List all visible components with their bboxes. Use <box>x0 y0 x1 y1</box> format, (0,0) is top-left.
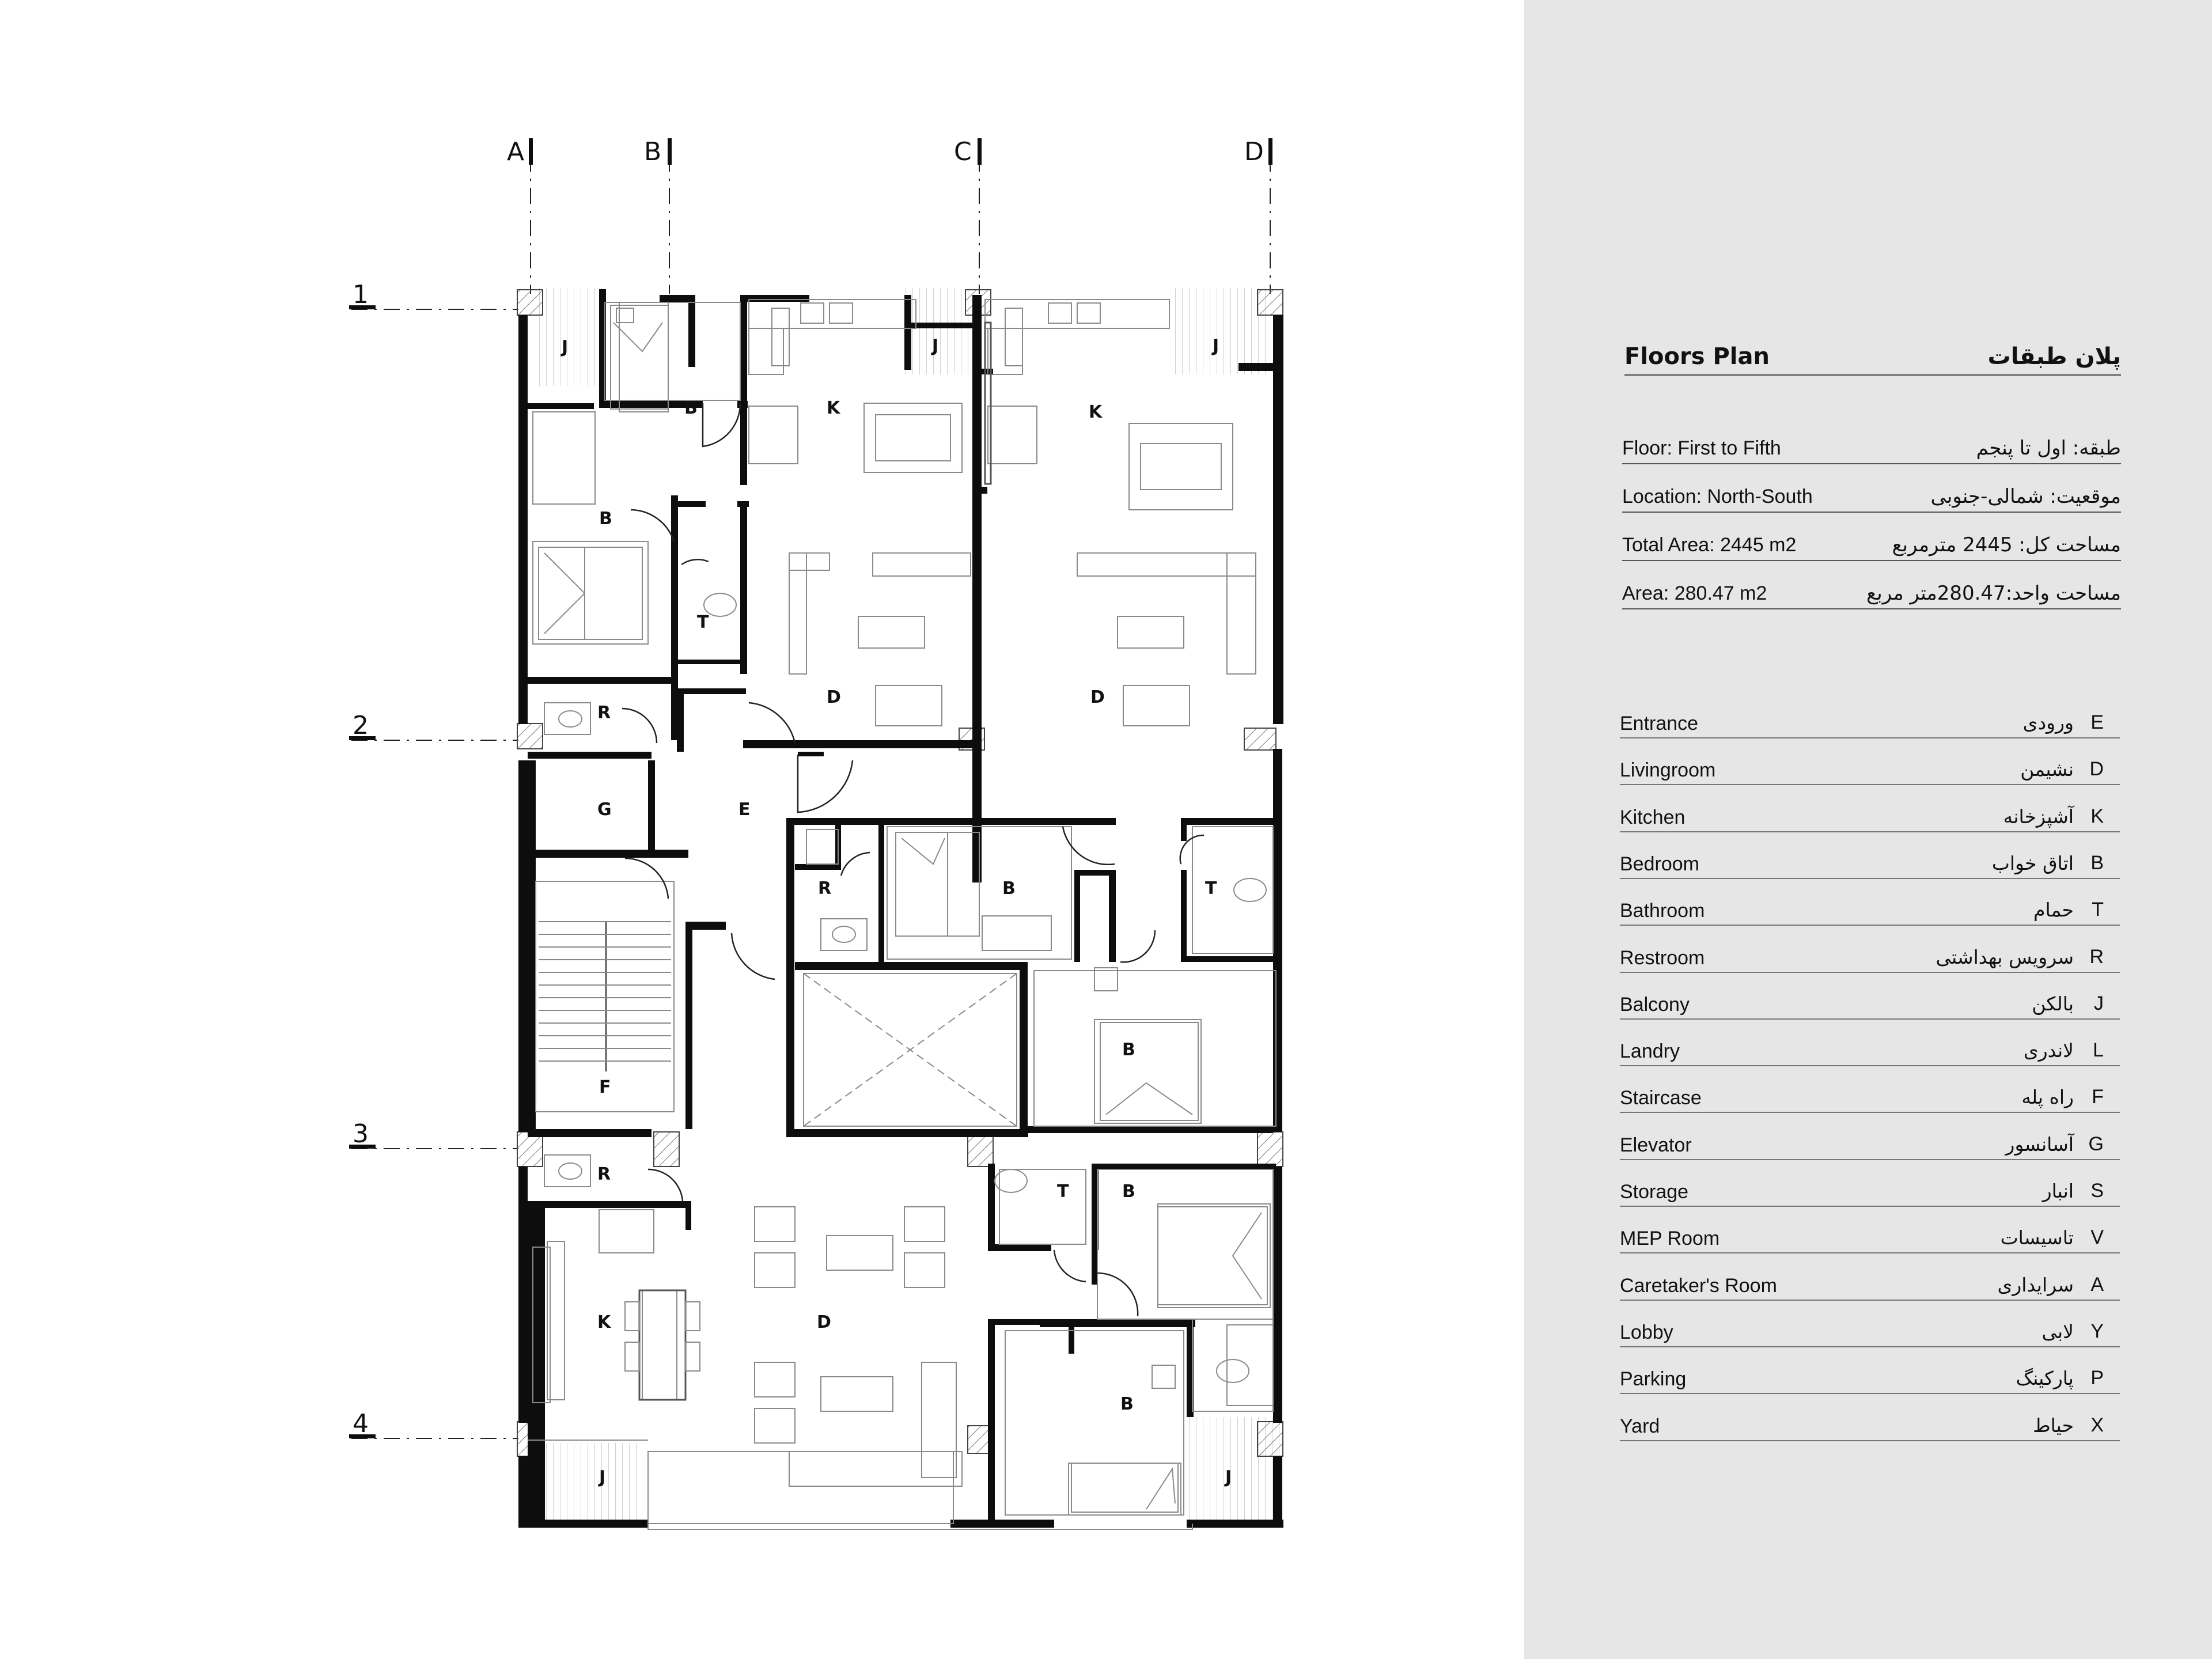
room-label-b: B <box>599 509 612 529</box>
legend-row <box>1620 889 2120 926</box>
info-label-en: Location: North-South <box>1622 486 1813 507</box>
room-label-k: K <box>1089 402 1103 422</box>
info-label-en: Floor: First to Fifth <box>1622 437 1781 459</box>
legend-room-fa: حیاط <box>2033 1414 2074 1437</box>
legend-room-code: R <box>2089 945 2104 968</box>
legend-room-fa: سرایداری <box>1997 1273 2074 1296</box>
legend-room-code: S <box>2090 1180 2104 1202</box>
legend-room-en: Balcony <box>1620 993 1690 1016</box>
legend-room-en: Entrance <box>1620 713 1699 734</box>
info-label-fa: مساحت کل: 2445 مترمربع <box>1892 533 2121 556</box>
legend-room-en: Bathroom <box>1620 900 1705 922</box>
info-row <box>1622 574 2121 609</box>
legend-room-en: Bedroom <box>1620 853 1699 875</box>
room-label-g: G <box>597 800 612 820</box>
room-label-j: J <box>562 337 569 357</box>
legend-row <box>1620 1310 2120 1347</box>
legend-room-fa: انبار <box>2042 1180 2074 1202</box>
legend-row <box>1620 1123 2120 1160</box>
legend-room-en: MEP Room <box>1620 1228 1720 1250</box>
legend-row <box>1620 748 2120 785</box>
info-label-en: Total Area: 2445 m2 <box>1622 534 1797 556</box>
legend-row <box>1620 983 2120 1020</box>
info-row <box>1622 429 2121 464</box>
grid-col-c: C <box>954 137 972 166</box>
legend-room-en: Landry <box>1620 1040 1680 1063</box>
room-label-t: T <box>697 612 709 632</box>
legend-room-fa: تاسیسات <box>2000 1226 2074 1249</box>
legend-row <box>1620 1170 2120 1207</box>
panel-title-fa: پلان طبقات <box>1987 343 2121 370</box>
door-swings <box>622 403 1204 1316</box>
grid-row-2: 2 <box>353 711 369 740</box>
legend-row <box>1620 1029 2120 1066</box>
legend-row <box>1620 1357 2120 1394</box>
room-label-b: B <box>684 398 698 418</box>
room-label-r: R <box>597 703 611 723</box>
legend-room-code: G <box>2088 1132 2104 1155</box>
legend-room-fa: سرویس بهداشتی <box>1936 945 2074 968</box>
room-label-r: R <box>818 878 832 899</box>
legend-room-fa: آشپزخانه <box>2003 805 2074 828</box>
panel-title-en: Floors Plan <box>1624 343 1770 370</box>
legend-room-en: Caretaker's Room <box>1620 1274 1777 1297</box>
legend-room-fa: بالکن <box>2032 992 2074 1015</box>
grid-col-d: D <box>1244 137 1264 166</box>
legend-room-en: Staircase <box>1620 1087 1702 1109</box>
room-label-r: R <box>597 1164 611 1184</box>
legend-room-en: Elevator <box>1620 1134 1692 1156</box>
legend-row <box>1620 1264 2120 1301</box>
info-panel <box>1524 0 2212 1659</box>
legend-room-fa: راه پله <box>2021 1086 2074 1109</box>
legend-room-code: V <box>2090 1226 2104 1249</box>
legend-room-en: Storage <box>1620 1181 1689 1203</box>
info-label-fa: طبقه: اول تا پنجم <box>1976 437 2121 460</box>
grid-col-a: A <box>507 137 525 166</box>
room-label-d: D <box>827 687 841 707</box>
grid-row-3: 3 <box>353 1119 369 1149</box>
legend-row <box>1620 842 2120 879</box>
room-label-j: J <box>599 1467 606 1487</box>
room-label-f: F <box>599 1077 611 1097</box>
legend-row <box>1620 1076 2120 1113</box>
grid-axes-vertical <box>507 137 1272 294</box>
room-label-k: K <box>827 398 840 418</box>
legend-room-en: Livingroom <box>1620 759 1716 782</box>
panel-title-row <box>1624 340 2121 376</box>
info-label-en: Area: 280.47 m2 <box>1622 582 1767 604</box>
legend-room-code: X <box>2090 1414 2104 1436</box>
room-label-b: B <box>1120 1394 1134 1414</box>
legend-room-fa: حمام <box>2033 899 2074 922</box>
room-label-d: D <box>817 1312 831 1332</box>
info-row <box>1622 477 2121 513</box>
legend-row <box>1620 936 2120 973</box>
room-label-j: J <box>1213 336 1219 356</box>
legend-room-fa: نشیمن <box>2020 758 2074 781</box>
elevator-shaft <box>804 974 1017 1126</box>
legend-room-fa: ورودی <box>2022 711 2074 734</box>
info-label-fa: موقعیت: شمالی-جنوبی <box>1930 485 2121 508</box>
grid-axes-horizontal <box>349 280 518 1438</box>
legend-row <box>1620 1217 2120 1253</box>
legend-room-fa: آسانسور <box>2005 1132 2074 1156</box>
legend-room-code: L <box>2093 1039 2104 1062</box>
room-label-t: T <box>1205 878 1217 899</box>
balcony-areas <box>533 288 1282 1524</box>
legend-room-fa: لابی <box>2041 1320 2074 1343</box>
room-label-b: B <box>1122 1181 1135 1202</box>
legend-room-en: Lobby <box>1620 1321 1673 1343</box>
room-label-j: J <box>932 336 939 356</box>
legend-room-code: T <box>2092 899 2104 921</box>
info-label-fa: مساحت واحد:280.47متر مربع <box>1866 582 2121 605</box>
legend-room-code: E <box>2090 711 2104 733</box>
legend-room-code: P <box>2090 1367 2104 1389</box>
grid-row-1: 1 <box>353 280 369 309</box>
legend-room-fa: لاندری <box>2023 1039 2074 1062</box>
legend-room-code: F <box>2092 1086 2104 1108</box>
legend-room-code: Y <box>2090 1320 2104 1342</box>
legend-room-code: B <box>2090 851 2104 874</box>
legend-room-code: D <box>2089 758 2104 781</box>
room-label-b: B <box>1122 1040 1135 1060</box>
legend-room-fa: اتاق خواب <box>1991 851 2074 874</box>
room-label-d: D <box>1090 687 1105 707</box>
legend-room-en: Restroom <box>1620 946 1705 969</box>
legend-room-code: A <box>2090 1273 2104 1296</box>
legend-room-en: Parking <box>1620 1368 1687 1391</box>
legend-room-en: Kitchen <box>1620 806 1685 828</box>
room-label-t: T <box>1057 1181 1069 1202</box>
grid-row-4: 4 <box>353 1409 369 1438</box>
info-row <box>1622 525 2121 561</box>
legend-row <box>1620 796 2120 832</box>
grid-col-b: B <box>644 137 662 166</box>
structural-columns <box>517 290 1283 1456</box>
legend-room-fa: پارکینگ <box>2016 1367 2074 1390</box>
legend-row <box>1620 702 2120 738</box>
room-label-k: K <box>597 1312 611 1332</box>
legend-row <box>1620 1404 2120 1441</box>
room-label-e: E <box>738 800 751 820</box>
legend-room-code: K <box>2090 805 2104 827</box>
legend-room-code: J <box>2094 992 2104 1014</box>
room-label-b: B <box>1002 878 1016 899</box>
room-label-j: J <box>1225 1467 1232 1487</box>
legend-room-en: Yard <box>1620 1415 1660 1437</box>
